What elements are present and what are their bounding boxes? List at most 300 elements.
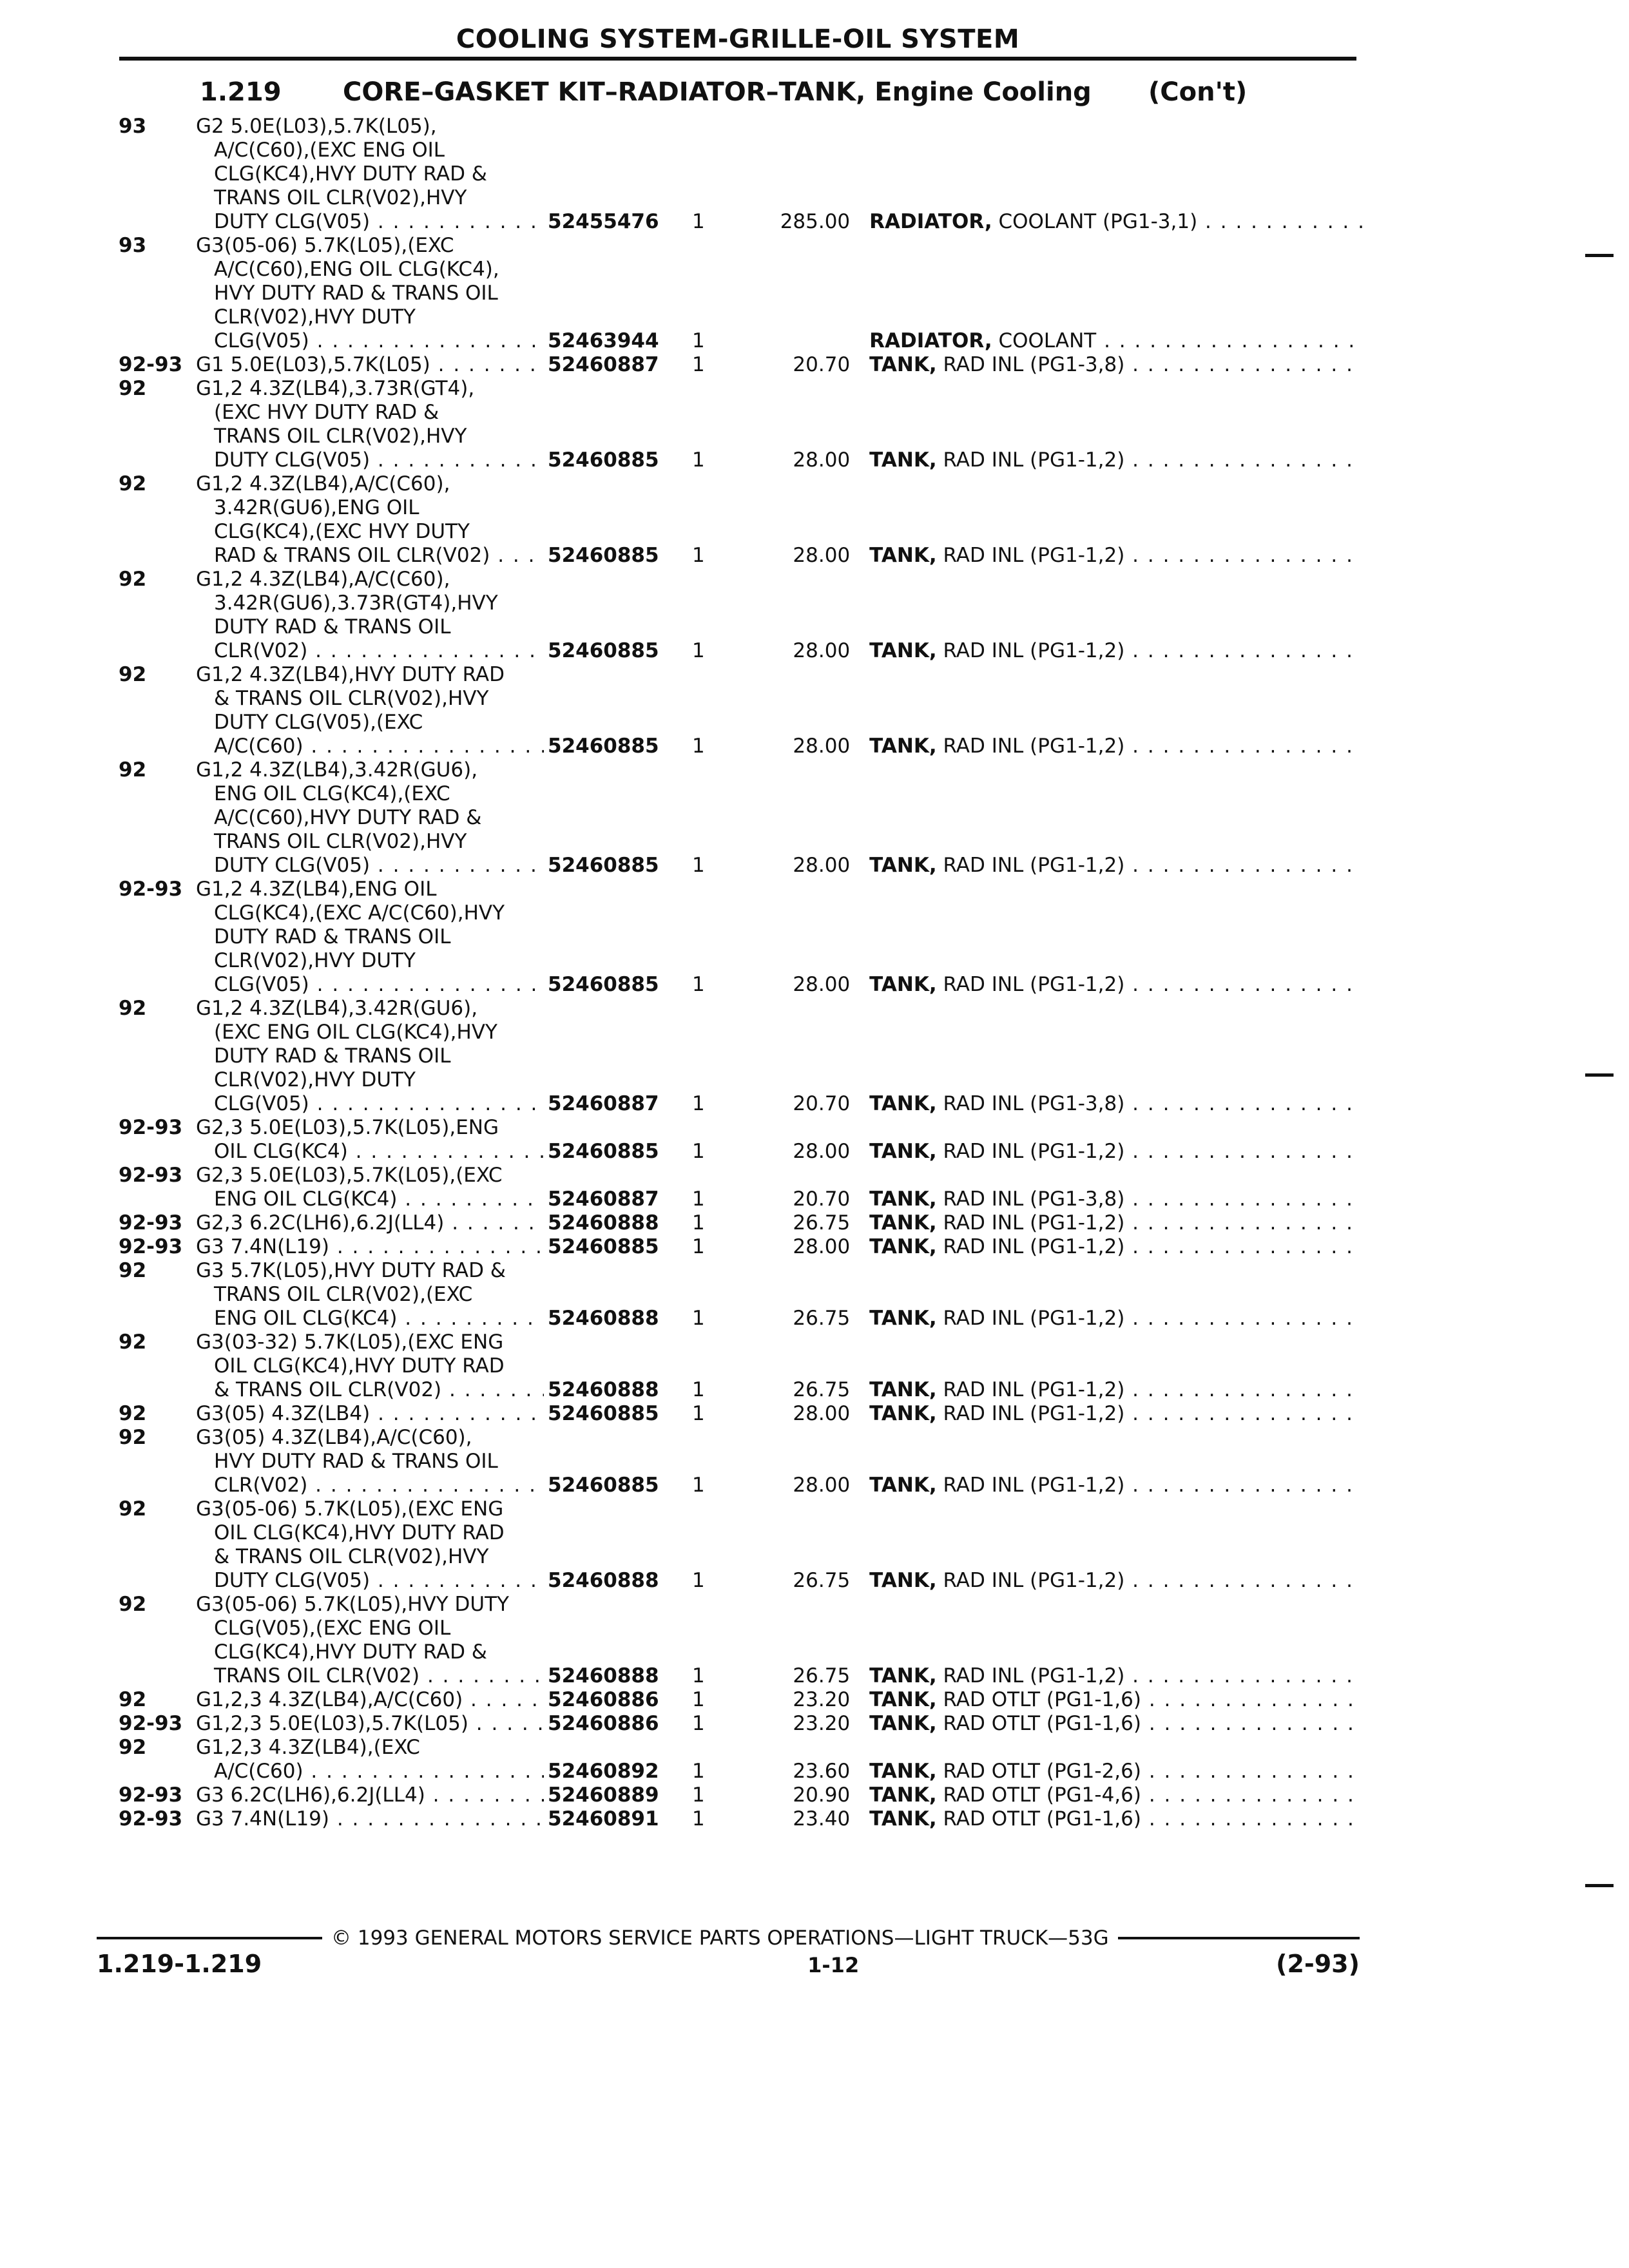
- part-description-text: RAD INL (PG1-1,2): [943, 448, 1125, 472]
- application-line: G2,3 6.2C(LH6),6.2J(LL4) . . .: [196, 1211, 544, 1235]
- footer-rule: [1118, 1937, 1360, 1939]
- part-number: 52460887: [548, 353, 659, 376]
- part-description: [869, 1140, 1362, 1164]
- footer-copyright-row: [97, 1927, 1360, 1950]
- part-entry: [116, 1497, 1360, 1593]
- application-line: G3 7.4N(L19) . . .: [196, 1807, 544, 1831]
- application-line: HVY DUTY RAD & TRANS OIL: [214, 1450, 498, 1473]
- part-details: [544, 1378, 1362, 1402]
- parts-list: [116, 115, 1360, 1831]
- part-description-text: RAD INL (PG1-1,2): [943, 1569, 1125, 1592]
- part-description: [869, 1569, 1362, 1593]
- page-header-title: COOLING SYSTEM-GRILLE-OIL SYSTEM: [456, 24, 1020, 54]
- application: [196, 1331, 544, 1402]
- part-description: [869, 639, 1362, 663]
- part-number: 52460888: [548, 1664, 659, 1687]
- part-description-text: RAD INL (PG1-1,2): [943, 1402, 1125, 1425]
- application: [196, 1235, 544, 1259]
- application-line: G1,2 4.3Z(LB4),HVY DUTY RAD: [196, 663, 505, 686]
- part-type: TANK,: [869, 1760, 937, 1783]
- part-description-text: RAD INL (PG1-1,2): [943, 1378, 1125, 1401]
- application-line: CLR(V02) . . .: [196, 1474, 544, 1497]
- part-description-text: RAD INL (PG1-1,2): [943, 639, 1125, 662]
- part-type: TANK,: [869, 1474, 937, 1497]
- quantity: 1: [692, 1235, 705, 1258]
- application-line: ENG OIL CLG(KC4),(EXC: [214, 782, 450, 805]
- application: [196, 234, 544, 353]
- application-line: DUTY RAD & TRANS OIL: [214, 925, 451, 948]
- part-number: 52460888: [548, 1569, 659, 1592]
- price: 285.00: [780, 210, 851, 233]
- application-line: & TRANS OIL CLR(V02),HVY: [214, 1545, 489, 1568]
- part-number: 52460888: [548, 1211, 659, 1235]
- part-details: [544, 1664, 1362, 1688]
- part-number: 52460888: [548, 1378, 659, 1401]
- quantity: 1: [692, 1807, 705, 1831]
- application: [196, 1712, 544, 1736]
- part-description: [869, 1688, 1362, 1712]
- application: [196, 1211, 544, 1235]
- application: [196, 1426, 544, 1497]
- part-description-text: RAD INL (PG1-3,8): [943, 353, 1125, 376]
- application-line: G1,2 4.3Z(LB4),A/C(C60),: [196, 472, 450, 495]
- price: 28.00: [793, 1235, 851, 1258]
- part-details: [544, 1783, 1362, 1807]
- footer-page-number: 1-12: [807, 1953, 860, 1977]
- model-year: 92: [119, 663, 147, 686]
- part-entry: [116, 1783, 1360, 1807]
- part-description: [869, 1807, 1362, 1831]
- part-number: 52460887: [548, 1187, 659, 1211]
- quantity: 1: [692, 1783, 705, 1807]
- part-type: TANK,: [869, 854, 937, 877]
- application-line: DUTY RAD & TRANS OIL: [214, 615, 451, 639]
- model-year: 92: [119, 568, 147, 591]
- part-description-text: RAD OTLT (PG1-2,6): [943, 1760, 1141, 1783]
- quantity: 1: [692, 329, 705, 352]
- price: 23.40: [793, 1807, 851, 1831]
- application-line: & TRANS OIL CLR(V02) . . .: [196, 1378, 544, 1402]
- part-entry: [116, 1807, 1360, 1831]
- part-details: [544, 353, 1362, 377]
- part-type: TANK,: [869, 1211, 937, 1235]
- application-line: CLG(KC4),HVY DUTY RAD &: [214, 1640, 487, 1664]
- application-line: CLG(V05),(EXC ENG OIL: [214, 1617, 451, 1640]
- application: [196, 1116, 544, 1164]
- price: 20.70: [793, 353, 851, 376]
- part-entry: [116, 1402, 1360, 1426]
- model-year: 92: [119, 1259, 147, 1282]
- model-year: 92: [119, 1402, 147, 1425]
- part-description: [869, 1092, 1362, 1116]
- application-line: TRANS OIL CLR(V02),HVY: [214, 186, 467, 209]
- footer-bottom-row: [97, 1950, 1360, 1978]
- model-year: 92: [119, 472, 147, 495]
- part-type: TANK,: [869, 1807, 937, 1831]
- quantity: 1: [692, 1307, 705, 1330]
- application: [196, 758, 544, 878]
- part-type: TANK,: [869, 1187, 937, 1211]
- part-description: [869, 1712, 1362, 1736]
- part-type: TANK,: [869, 1712, 937, 1735]
- quantity: 1: [692, 1474, 705, 1497]
- model-year: 92-93: [119, 1235, 183, 1258]
- price: 26.75: [793, 1378, 851, 1401]
- part-number: 52460886: [548, 1688, 659, 1711]
- application-line: TRANS OIL CLR(V02),(EXC: [214, 1283, 473, 1306]
- part-type: TANK,: [869, 1235, 937, 1258]
- price: 23.60: [793, 1760, 851, 1783]
- part-description: [869, 1235, 1362, 1259]
- page-footer: [97, 1927, 1360, 1978]
- quantity: 1: [692, 544, 705, 567]
- part-number: 52460885: [548, 1235, 659, 1258]
- quantity: 1: [692, 1760, 705, 1783]
- part-description: [869, 448, 1362, 472]
- application-line: OIL CLG(KC4),HVY DUTY RAD: [214, 1354, 505, 1378]
- part-description: [869, 1307, 1362, 1331]
- application-line: G3(05-06) 5.7K(L05),(EXC: [196, 234, 454, 257]
- part-description-text: RAD INL (PG1-1,2): [943, 735, 1125, 758]
- part-entry: [116, 472, 1360, 568]
- model-year: 92: [119, 997, 147, 1020]
- model-year: 92-93: [119, 1712, 183, 1735]
- application-line: RAD & TRANS OIL CLR(V02) . . .: [196, 544, 544, 568]
- part-description: [869, 1402, 1362, 1426]
- application-line: G1,2 4.3Z(LB4),3.42R(GU6),: [196, 997, 478, 1020]
- application-line: OIL CLG(KC4),HVY DUTY RAD: [214, 1521, 505, 1544]
- part-entry: [116, 1426, 1360, 1497]
- price: 28.00: [793, 1140, 851, 1163]
- application-line: G1,2 4.3Z(LB4),A/C(C60),: [196, 568, 450, 591]
- part-number: 52460885: [548, 1474, 659, 1497]
- application-line: ENG OIL CLG(KC4) . . .: [196, 1307, 544, 1331]
- footer-rule: [97, 1937, 322, 1939]
- part-entry: [116, 377, 1360, 472]
- application-line: G3 5.7K(L05),HVY DUTY RAD &: [196, 1259, 506, 1282]
- part-description: [869, 544, 1362, 568]
- part-entry: [116, 1259, 1360, 1331]
- part-entry: [116, 758, 1360, 878]
- application-line: CLR(V02),HVY DUTY: [214, 1068, 416, 1091]
- part-description-text: RAD OTLT (PG1-1,6): [943, 1712, 1141, 1735]
- application-line: CLG(KC4),HVY DUTY RAD &: [214, 162, 487, 186]
- application-line: A/C(C60) . . .: [196, 735, 544, 758]
- application: [196, 663, 544, 758]
- application-line: TRANS OIL CLR(V02),HVY: [214, 830, 467, 853]
- application-line: G3(05) 4.3Z(LB4) . . .: [196, 1402, 544, 1426]
- part-details: [544, 1474, 1362, 1497]
- part-description: [869, 1211, 1362, 1235]
- model-year: 93: [119, 234, 147, 257]
- part-details: [544, 639, 1362, 663]
- part-entry: [116, 1164, 1360, 1211]
- model-year: 92-93: [119, 353, 183, 376]
- application-line: A/C(C60),(EXC ENG OIL: [214, 139, 445, 162]
- application-line: G1,2,3 5.0E(L03),5.7K(L05) . . .: [196, 1712, 544, 1736]
- part-entry: [116, 115, 1360, 234]
- application: [196, 1593, 544, 1688]
- part-description-text: RAD INL (PG1-1,2): [943, 1664, 1125, 1687]
- application-line: CLG(V05) . . .: [196, 1092, 544, 1116]
- part-description-text: RAD INL (PG1-3,8): [943, 1092, 1125, 1115]
- part-details: [544, 544, 1362, 568]
- part-type: TANK,: [869, 1140, 937, 1163]
- margin-tick-mark: [1585, 1073, 1614, 1077]
- application-line: G3(05-06) 5.7K(L05),(EXC ENG: [196, 1497, 504, 1521]
- application-line: DUTY CLG(V05) . . .: [196, 210, 544, 234]
- part-type: TANK,: [869, 1378, 937, 1401]
- part-type: TANK,: [869, 1092, 937, 1115]
- part-description: [869, 210, 1362, 234]
- part-type: TANK,: [869, 735, 937, 758]
- application-line: G2,3 5.0E(L03),5.7K(L05),(EXC: [196, 1164, 503, 1187]
- quantity: 1: [692, 1688, 705, 1711]
- model-year: 92-93: [119, 1211, 183, 1235]
- part-details: [544, 1187, 1362, 1211]
- model-year: 92: [119, 1688, 147, 1711]
- price: 28.00: [793, 448, 851, 472]
- application-line: G1,2 4.3Z(LB4),3.42R(GU6),: [196, 758, 478, 782]
- application: [196, 1402, 544, 1426]
- application-line: CLG(KC4),(EXC A/C(C60),HVY: [214, 901, 505, 925]
- part-entry: [116, 1712, 1360, 1736]
- model-year: 92: [119, 377, 147, 400]
- part-details: [544, 1569, 1362, 1593]
- part-entry: [116, 878, 1360, 997]
- part-description-text: RAD OTLT (PG1-4,6): [943, 1783, 1141, 1807]
- application: [196, 353, 544, 377]
- part-description: [869, 973, 1362, 997]
- part-number: 52460886: [548, 1712, 659, 1735]
- part-details: [544, 973, 1362, 997]
- part-type: TANK,: [869, 1664, 937, 1687]
- application-line: G1,2 4.3Z(LB4),3.73R(GT4),: [196, 377, 475, 400]
- price: 23.20: [793, 1712, 851, 1735]
- quantity: 1: [692, 1140, 705, 1163]
- model-year: 92-93: [119, 1116, 183, 1139]
- price: 20.70: [793, 1187, 851, 1211]
- part-number: 52460892: [548, 1760, 659, 1783]
- application-line: G3(03-32) 5.7K(L05),(EXC ENG: [196, 1331, 504, 1354]
- footer-date-code: (2-93): [1276, 1950, 1360, 1978]
- part-number: 52460885: [548, 735, 659, 758]
- part-number: 52460885: [548, 544, 659, 567]
- part-number: 52460885: [548, 1402, 659, 1425]
- part-details: [544, 210, 1362, 234]
- application-line: A/C(C60),HVY DUTY RAD &: [214, 806, 482, 829]
- part-description-text: RAD INL (PG1-1,2): [943, 1307, 1125, 1330]
- section-title: CORE–GASKET KIT–RADIATOR–TANK, Engine Cooling: [343, 77, 1092, 107]
- model-year: 92: [119, 1426, 147, 1449]
- part-number: 52460885: [548, 1140, 659, 1163]
- part-details: [544, 1760, 1362, 1783]
- part-number: 52460887: [548, 1092, 659, 1115]
- part-description: [869, 1378, 1362, 1402]
- part-description: [869, 329, 1362, 353]
- application-line: DUTY CLG(V05) . . .: [196, 1569, 544, 1593]
- part-number: 52460885: [548, 448, 659, 472]
- footer-copyright: © 1993 GENERAL MOTORS SERVICE PARTS OPERATIONS—LIGHT TRUCK—53G: [331, 1927, 1109, 1950]
- part-type: TANK,: [869, 353, 937, 376]
- quantity: 1: [692, 973, 705, 996]
- section-continued: (Con't): [1148, 77, 1248, 107]
- part-details: [544, 854, 1362, 878]
- application: [196, 472, 544, 568]
- quantity: 1: [692, 210, 705, 233]
- part-entry: [116, 353, 1360, 377]
- part-details: [544, 329, 1362, 353]
- part-description: [869, 735, 1362, 758]
- application-line: CLR(V02),HVY DUTY: [214, 949, 416, 972]
- application-line: 3.42R(GU6),ENG OIL: [214, 496, 419, 519]
- application-line: G1 5.0E(L03),5.7K(L05) . . .: [196, 353, 544, 377]
- quantity: 1: [692, 1092, 705, 1115]
- part-entry: [116, 1331, 1360, 1402]
- part-description-text: RAD INL (PG1-1,2): [943, 854, 1125, 877]
- application-line: A/C(C60),ENG OIL CLG(KC4),: [214, 258, 499, 281]
- model-year: 92-93: [119, 878, 183, 901]
- application-line: CLG(KC4),(EXC HVY DUTY: [214, 520, 470, 543]
- part-type: RADIATOR,: [869, 210, 992, 233]
- part-description-text: RAD INL (PG1-1,2): [943, 1211, 1125, 1235]
- part-description-text: RAD INL (PG1-1,2): [943, 544, 1125, 567]
- part-entry: [116, 1593, 1360, 1688]
- part-entry: [116, 568, 1360, 663]
- application-line: DUTY CLG(V05) . . .: [196, 448, 544, 472]
- part-type: TANK,: [869, 1569, 937, 1592]
- part-type: TANK,: [869, 544, 937, 567]
- part-details: [544, 448, 1362, 472]
- part-entry: [116, 1116, 1360, 1164]
- part-description-text: RAD INL (PG1-1,2): [943, 1474, 1125, 1497]
- part-type: TANK,: [869, 1783, 937, 1807]
- part-description-text: COOLANT: [998, 329, 1097, 352]
- part-description: [869, 1187, 1362, 1211]
- part-details: [544, 1402, 1362, 1426]
- quantity: 1: [692, 1378, 705, 1401]
- application: [196, 377, 544, 472]
- quantity: 1: [692, 1187, 705, 1211]
- application-line: TRANS OIL CLR(V02) . . .: [196, 1664, 544, 1688]
- application-line: OIL CLG(KC4) . . .: [196, 1140, 544, 1164]
- model-year: 93: [119, 115, 147, 138]
- application-line: G1,2,3 4.3Z(LB4),(EXC: [196, 1736, 420, 1759]
- part-description-text: RAD INL (PG1-1,2): [943, 1140, 1125, 1163]
- quantity: 1: [692, 735, 705, 758]
- quantity: 1: [692, 639, 705, 662]
- price: 23.20: [793, 1688, 851, 1711]
- part-number: 52463944: [548, 329, 659, 352]
- application-line: G1,2,3 4.3Z(LB4),A/C(C60) . . .: [196, 1688, 544, 1712]
- part-type: TANK,: [869, 973, 937, 996]
- application-line: G1,2 4.3Z(LB4),ENG OIL: [196, 878, 437, 901]
- price: 28.00: [793, 973, 851, 996]
- footer-section-range: 1.219-1.219: [97, 1950, 262, 1978]
- price: 20.70: [793, 1092, 851, 1115]
- part-type: TANK,: [869, 1307, 937, 1330]
- price: [730, 329, 869, 353]
- price: 26.75: [793, 1664, 851, 1687]
- part-description: [869, 1760, 1362, 1783]
- price: 28.00: [793, 854, 851, 877]
- part-entry: [116, 663, 1360, 758]
- part-entry: [116, 1235, 1360, 1259]
- application-line: CLR(V02),HVY DUTY: [214, 305, 416, 329]
- price: 20.90: [793, 1783, 851, 1807]
- part-description-text: RAD INL (PG1-3,8): [943, 1187, 1125, 1211]
- application-line: CLR(V02) . . .: [196, 639, 544, 663]
- model-year: 92-93: [119, 1807, 183, 1831]
- part-type: RADIATOR,: [869, 329, 992, 352]
- application-line: TRANS OIL CLR(V02),HVY: [214, 425, 467, 448]
- application: [196, 878, 544, 997]
- price: 28.00: [793, 735, 851, 758]
- application-line: DUTY RAD & TRANS OIL: [214, 1044, 451, 1068]
- part-description: [869, 1664, 1362, 1688]
- application: [196, 115, 544, 234]
- part-entry: [116, 1211, 1360, 1235]
- part-details: [544, 1092, 1362, 1116]
- part-details: [544, 1688, 1362, 1712]
- application-line: G3(05) 4.3Z(LB4),A/C(C60),: [196, 1426, 472, 1449]
- part-description-text: RAD INL (PG1-1,2): [943, 973, 1125, 996]
- model-year: 92: [119, 1736, 147, 1759]
- part-entry: [116, 997, 1360, 1116]
- application: [196, 1688, 544, 1712]
- part-description-text: RAD OTLT (PG1-1,6): [943, 1807, 1141, 1831]
- section-heading: [200, 77, 1295, 107]
- quantity: 1: [692, 448, 705, 472]
- application: [196, 1783, 544, 1807]
- application-line: DUTY CLG(V05) . . .: [196, 854, 544, 878]
- part-description-text: RAD OTLT (PG1-1,6): [943, 1688, 1141, 1711]
- quantity: 1: [692, 854, 705, 877]
- application: [196, 1497, 544, 1593]
- part-description-text: RAD INL (PG1-1,2): [943, 1235, 1125, 1258]
- application-line: G3 7.4N(L19) . . .: [196, 1235, 544, 1259]
- part-number: 52460889: [548, 1783, 659, 1807]
- part-details: [544, 1140, 1362, 1164]
- application-line: ENG OIL CLG(KC4) . . .: [196, 1187, 544, 1211]
- application-line: DUTY CLG(V05),(EXC: [214, 711, 423, 734]
- part-entry: [116, 1688, 1360, 1712]
- margin-tick-mark: [1585, 254, 1614, 257]
- application-line: G3(05-06) 5.7K(L05),HVY DUTY: [196, 1593, 509, 1616]
- price: 26.75: [793, 1569, 851, 1592]
- part-entry: [116, 234, 1360, 353]
- application: [196, 997, 544, 1116]
- model-year: 92: [119, 1331, 147, 1354]
- model-year: 92: [119, 758, 147, 782]
- part-number: 52460888: [548, 1307, 659, 1330]
- application: [196, 1259, 544, 1331]
- part-details: [544, 1307, 1362, 1331]
- price: 26.75: [793, 1307, 851, 1330]
- application: [196, 1736, 544, 1783]
- part-number: 52460885: [548, 854, 659, 877]
- page-header: [119, 24, 1356, 61]
- part-number: 52460885: [548, 973, 659, 996]
- application-line: G3 6.2C(LH6),6.2J(LL4) . . .: [196, 1783, 544, 1807]
- application-line: G2,3 5.0E(L03),5.7K(L05),ENG: [196, 1116, 499, 1139]
- quantity: 1: [692, 1664, 705, 1687]
- part-type: TANK,: [869, 639, 937, 662]
- part-description: [869, 353, 1362, 377]
- application: [196, 1164, 544, 1211]
- part-details: [544, 1235, 1362, 1259]
- part-description: [869, 1783, 1362, 1807]
